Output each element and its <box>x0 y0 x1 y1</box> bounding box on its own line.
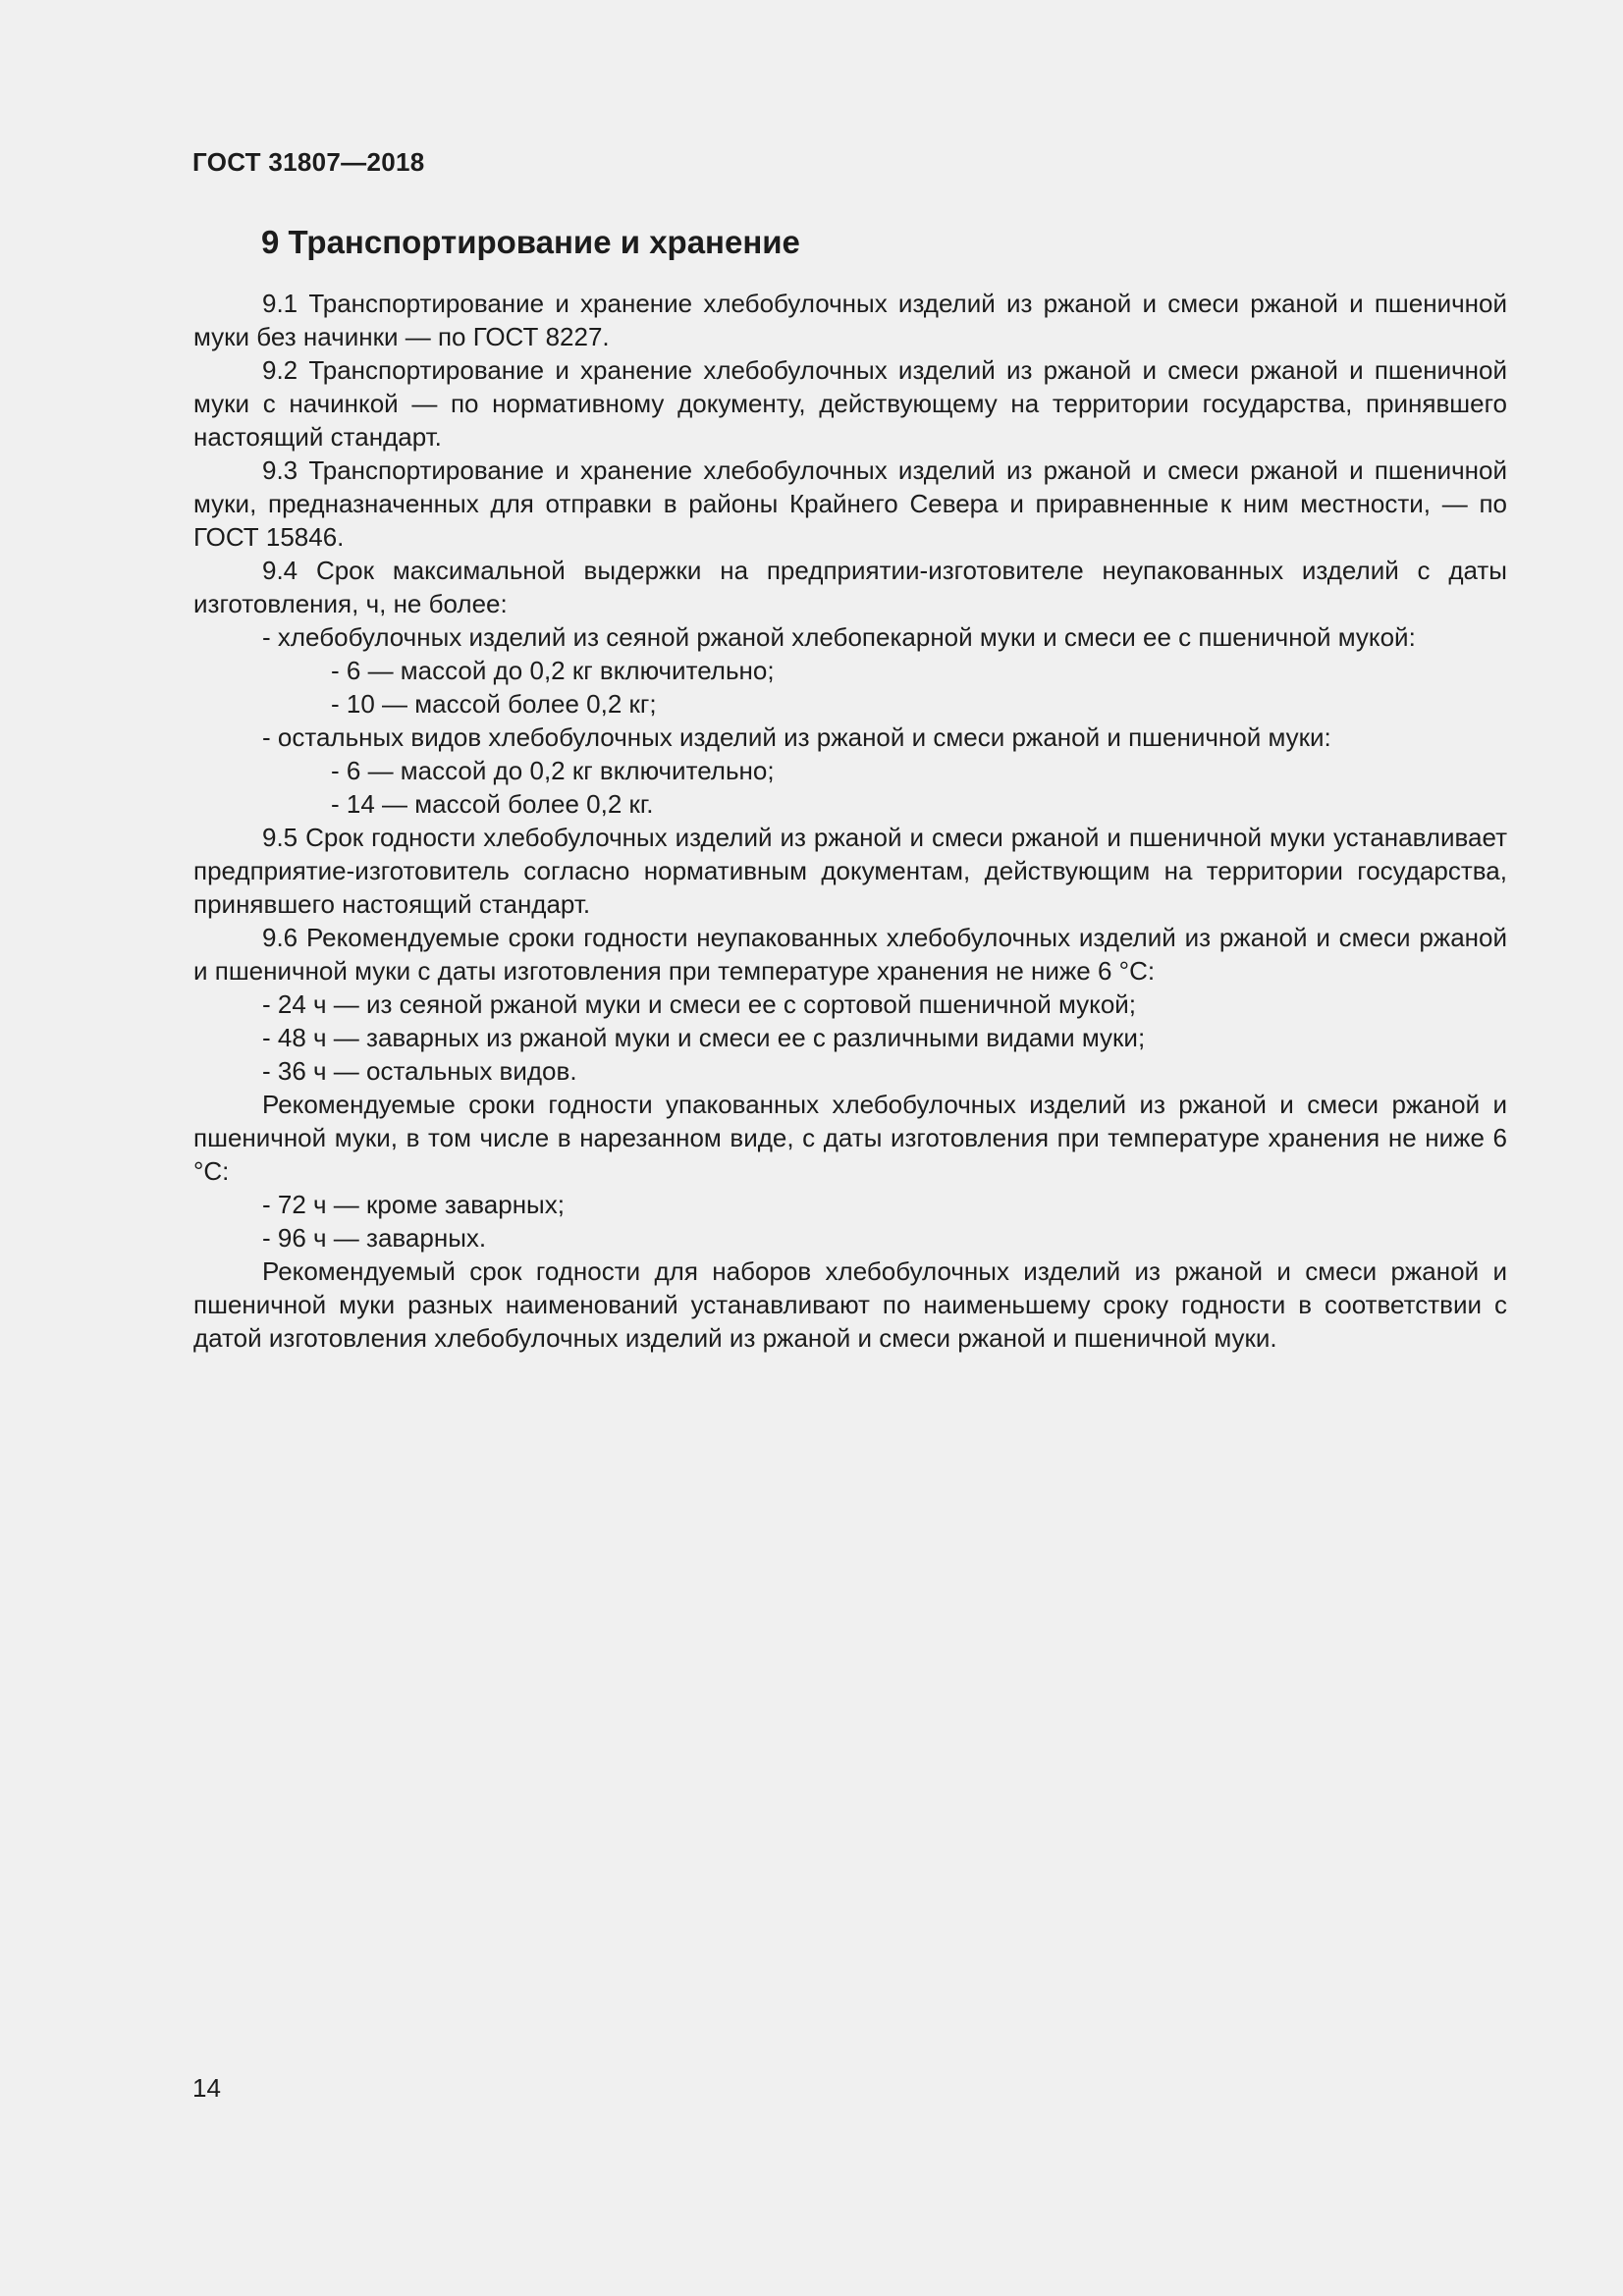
list-item: - хлебобулочных изделий из сеяной ржаной хлебопекарной муки и смеси ее с пшеничной мукой: <box>262 622 1416 652</box>
section-title: 9 Транспортирование и хранение <box>261 224 800 260</box>
list-item: - 72 ч — кроме заварных; <box>262 1190 565 1219</box>
document-header: ГОСТ 31807—2018 <box>192 147 425 177</box>
list-item: - 36 ч — остальных видов. <box>262 1056 577 1086</box>
list-item: - 96 ч — заварных. <box>262 1223 487 1253</box>
sub-list-item: - 14 — массой более 0,2 кг. <box>331 789 654 819</box>
paragraph-9-5: 9.5 Срок годности хлебобулочных изделий из ржаной и смеси ржаной и пшеничной муки устанавливает предприятие-изготовитель согласно нормативным документам, действующим на территории государства, принявшего настоящий стандарт. <box>193 823 1507 919</box>
paragraph-9-1: 9.1 Транспортирование и хранение хлебобулочных изделий из ржаной и смеси ржаной и пшеничной муки без начинки — по ГОСТ 8227. <box>193 289 1507 351</box>
paragraph-9-4: 9.4 Срок максимальной выдержки на предприятии-изготовителе неупакованных изделий с даты изготовления, ч, не более: <box>193 556 1507 618</box>
page-number: 14 <box>192 2073 221 2103</box>
list-item: - остальных видов хлебобулочных изделий из ржаной и смеси ржаной и пшеничной муки: <box>262 722 1331 752</box>
sub-list-item: - 10 — массой более 0,2 кг; <box>331 689 657 719</box>
list-item: - 48 ч — заварных из ржаной муки и смеси ее с различными видами муки; <box>262 1023 1146 1052</box>
list-item: - 24 ч — из сеяной ржаной муки и смеси ее с сортовой пшеничной мукой; <box>262 989 1137 1019</box>
paragraph-packaged: Рекомендуемые сроки годности упакованных хлебобулочных изделий из ржаной и смеси ржаной и пшеничной муки, в том числе в нарезанном виде, с даты изготовления при температуре хранения не ниже 6 °С: <box>193 1090 1507 1186</box>
paragraph-9-2: 9.2 Транспортирование и хранение хлебобулочных изделий из ржаной и смеси ржаной и пшеничной муки с начинкой — по нормативному документу, действующему на территории государства, принявшего настоящий стандарт. <box>193 355 1507 452</box>
paragraph-9-3: 9.3 Транспортирование и хранение хлебобулочных изделий из ржаной и смеси ржаной и пшеничной муки, предназначенных для отправки в районы Крайнего Севера и приравненные к ним местности, — по ГОСТ 15846. <box>193 455 1507 552</box>
sub-list-item: - 6 — массой до 0,2 кг включительно; <box>331 656 775 685</box>
paragraph-9-6: 9.6 Рекомендуемые сроки годности неупакованных хлебобулочных изделий из ржаной и смеси ржаной и пшеничной муки с даты изготовления при температуре хранения не ниже 6 °С: <box>193 923 1507 986</box>
section-body <box>193 287 1507 1355</box>
sub-list-item: - 6 — массой до 0,2 кг включительно; <box>331 756 775 785</box>
paragraph-sets: Рекомендуемый срок годности для наборов хлебобулочных изделий из ржаной и смеси ржаной и пшеничной муки разных наименований устанавливают по наименьшему сроку годности в соответствии с датой изготовления хлебобулочных изделий из ржаной и смеси ржаной и пшеничной муки. <box>193 1256 1507 1353</box>
